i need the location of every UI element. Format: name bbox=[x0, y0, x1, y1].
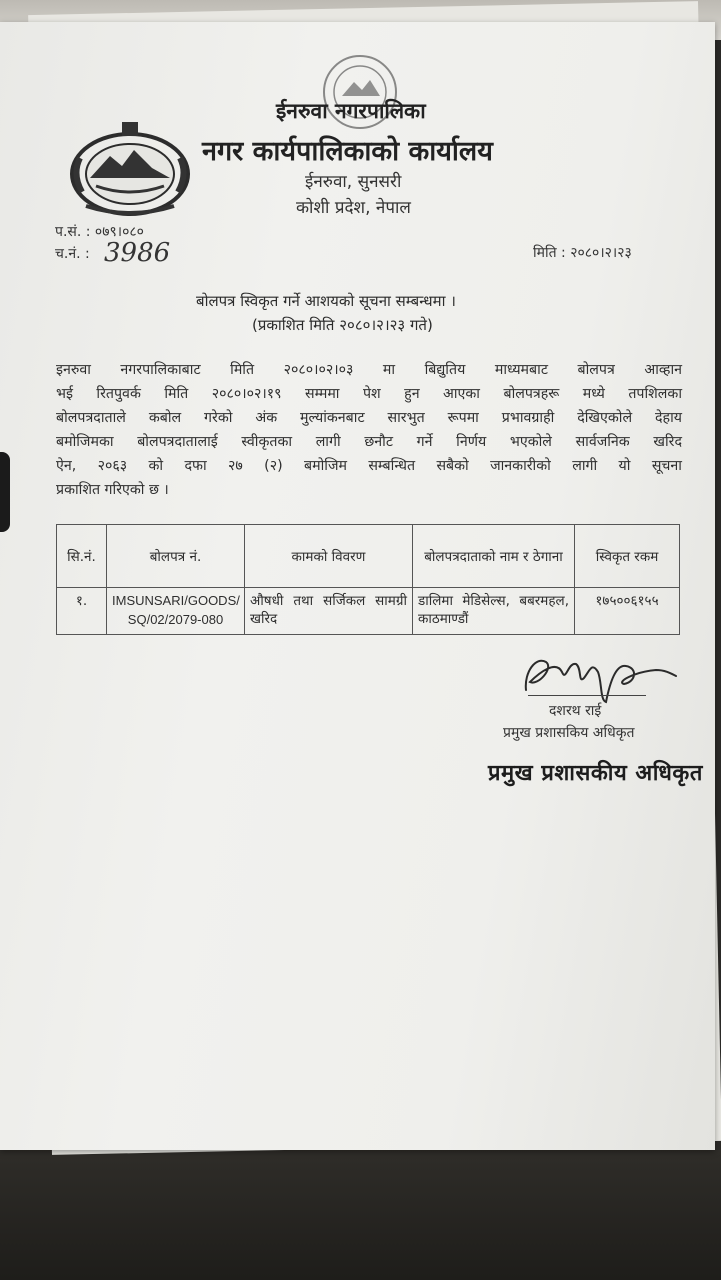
signatory-title: प्रमुख प्रशासकिय अधिकृत bbox=[503, 725, 635, 741]
notice-body-line: इनरुवा नगरपालिकाबाट मिति २०८०।०२।०३ मा बिद्युतिय माध्यमबाट बोलपत्र आव्हान bbox=[56, 362, 682, 378]
office-location: ईनरुवा, सुनसरी bbox=[305, 172, 402, 192]
selected-bidder-table bbox=[56, 524, 680, 635]
header-serial: सि.नं. bbox=[57, 525, 107, 588]
dispatch-label: च.नं. : bbox=[55, 246, 90, 262]
notice-body-line: प्रकाशित गरिएको छ । bbox=[56, 482, 169, 498]
notice-body-line: ऐन, २०६३ को दफा २७ (२) बमोजिम सम्बन्धित सबैको जानकारीको लागी यो सूचना bbox=[56, 458, 682, 474]
header-approved-amount: स्विकृत रकम bbox=[575, 525, 680, 588]
nepal-emblem-icon bbox=[66, 120, 194, 220]
signature-line bbox=[528, 695, 646, 696]
margin-shadow bbox=[0, 452, 10, 532]
background-surface-bottom bbox=[0, 1150, 721, 1280]
table-header-row bbox=[57, 525, 680, 588]
office-province: कोशी प्रदेश, नेपाल bbox=[296, 198, 411, 218]
publication-date: (प्रकाशित मिति २०८०।२।२३ गते) bbox=[252, 316, 433, 334]
header-bidder: बोलपत्रदाताको नाम र ठेगाना bbox=[413, 525, 575, 588]
notice-document bbox=[0, 22, 715, 1150]
notice-body-line: भई रितपुवर्क मिति २०८०।०२।१९ सम्ममा पेश हुन आएका बोलपत्रहरू मध्ये तपशिलका bbox=[56, 386, 682, 402]
notice-subject: बोलपत्र स्विकृत गर्ने आशयको सूचना सम्बन्धमा । bbox=[196, 292, 456, 310]
cell-bidder: डालिमा मेडिसेल्स, बबरमहल, काठमाण्डौं bbox=[413, 588, 575, 635]
designation-stamp: प्रमुख प्रशासकीय अधिकृत bbox=[488, 761, 703, 786]
header-work-description: कामको विवरण bbox=[245, 525, 413, 588]
cell-serial: १. bbox=[57, 588, 107, 635]
fiscal-year-reference: प.सं. : ०७९।०८० bbox=[55, 224, 144, 240]
notice-body-line: बमोजिमका बोलपत्रदातालाई स्वीकृतका लागी छनौट गर्ने निर्णय भएकोले सार्वजनिक खरिद bbox=[56, 434, 682, 450]
table-row bbox=[57, 588, 680, 635]
office-name: नगर कार्यपालिकाको कार्यालय bbox=[202, 136, 493, 167]
cell-work-description: औषधी तथा सर्जिकल सामग्री खरिद bbox=[245, 588, 413, 635]
letter-date: मिति : २०८०।२।२३ bbox=[533, 245, 632, 261]
signatory-name: दशरथ राई bbox=[549, 703, 602, 719]
cell-approved-amount: १७५००६१५५ bbox=[575, 588, 680, 635]
municipality-name: ईनरुवा नगरपालिका bbox=[276, 99, 426, 123]
notice-body-line: बोलपत्रदाताले कबोल गरेको अंक मुल्यांकनबाट सारभुत रूपमा प्रभावग्राही देखिएकोले देहाय bbox=[56, 410, 682, 426]
dispatch-number: 3986 bbox=[104, 238, 171, 268]
header-tender-number: बोलपत्र नं. bbox=[107, 525, 245, 588]
cell-tender-number: IMSUNSARI/GOODS/ SQ/02/2079-080 bbox=[107, 588, 245, 635]
